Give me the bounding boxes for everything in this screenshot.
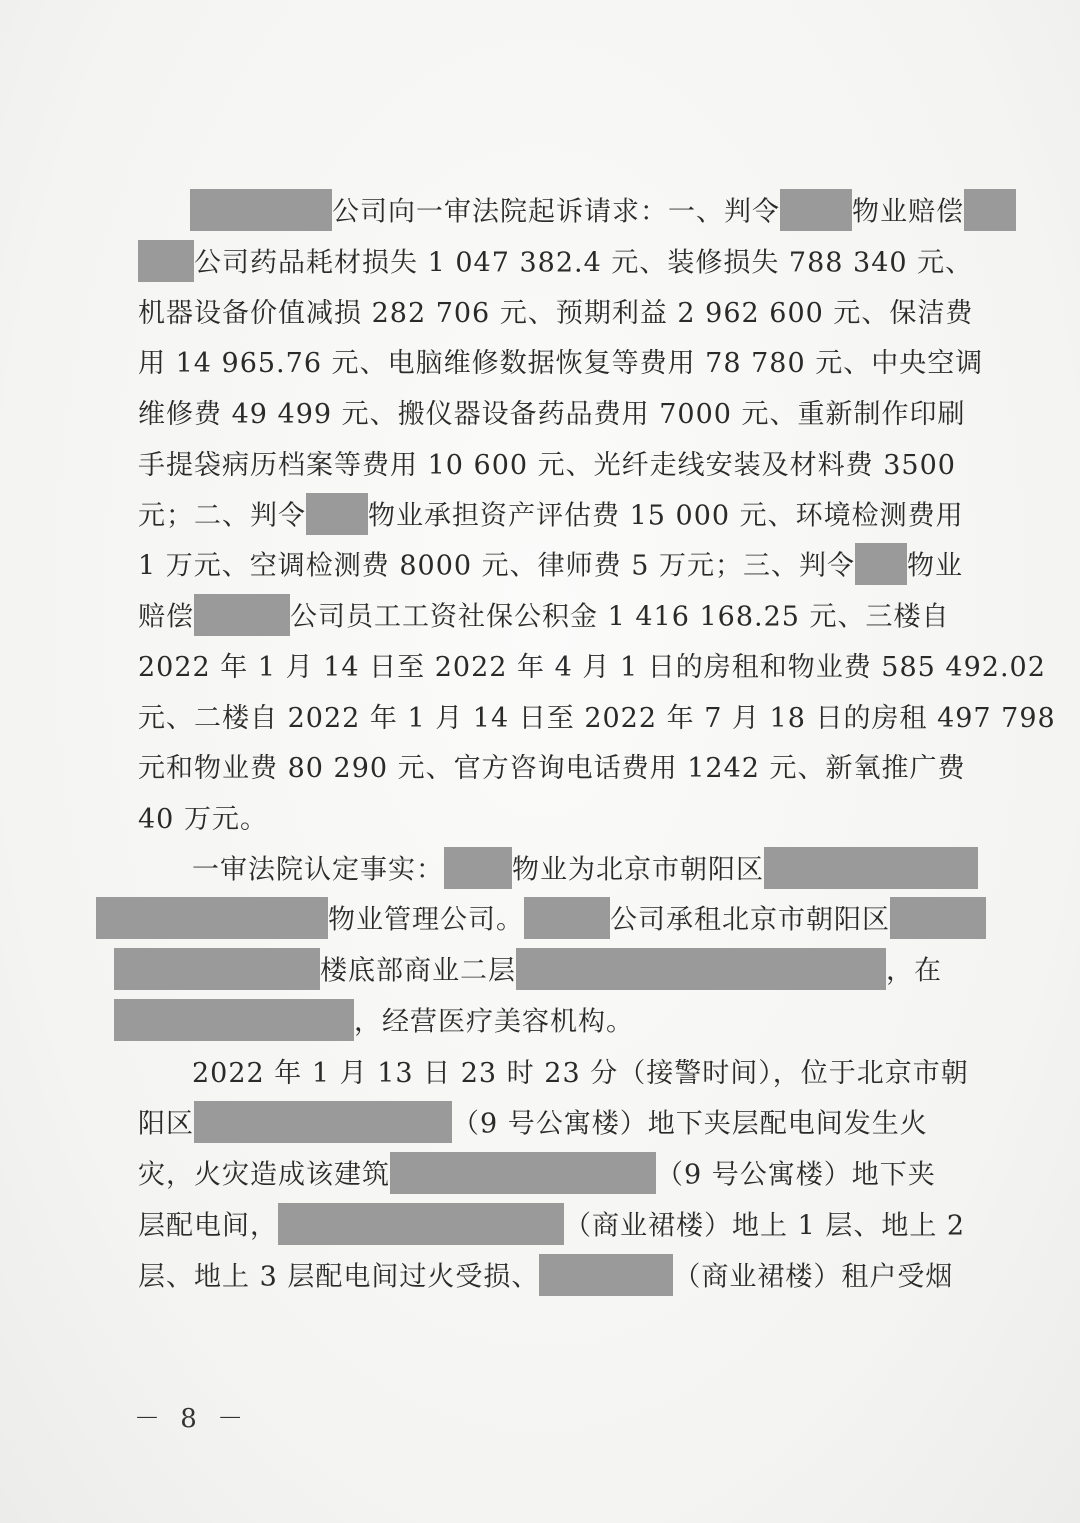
p1-line-3: 机器设备价值减损 282 706 元、预期利益 2 962 600 元、保洁费: [138, 298, 974, 329]
p1-line-10: 2022 年 1 月 14 日至 2022 年 4 月 1 日的房租和物业费 585 492.02: [138, 652, 1046, 683]
p1-line-9: 赔偿 公司员工工资社保公积金 1 416 168.25 元、三楼自: [138, 597, 950, 637]
p3-line-3: 灾，火灾造成该建筑 （9 号公寓楼）地下夹: [138, 1155, 936, 1195]
redaction: [780, 189, 852, 231]
redaction: [764, 847, 978, 889]
p1-line-12: 元和物业费 80 290 元、官方咨询电话费用 1242 元、新氧推广费: [138, 753, 966, 784]
p1-line-2: 公司药品耗材损失 1 047 382.4 元、装修损失 788 340 元、: [138, 243, 973, 283]
redaction: [390, 1152, 656, 1194]
p1-line-13: 40 万元。: [138, 804, 268, 835]
redaction: [444, 847, 512, 889]
p2-line-1: 一审法院认定事实： 物业为北京市朝阳区: [138, 850, 978, 890]
p1-line-6: 手提袋病历档案等费用 10 600 元、光纤走线安装及材料费 3500: [138, 450, 956, 481]
page-number: － 8 －: [134, 1404, 250, 1434]
p1-line-11: 元、二楼自 2022 年 1 月 14 日至 2022 年 7 月 18 日的房租 497 798: [138, 703, 1056, 734]
p3-line-5: 层、地上 3 层配电间过火受损、 （商业裙楼）租户受烟: [138, 1257, 953, 1297]
p2-line-4: ，经营医疗美容机构。: [114, 1002, 634, 1042]
p2-line-2: 物业管理公司。 公司承租北京市朝阳区: [96, 900, 986, 940]
p3-line-1: 2022 年 1 月 13 日 23 时 23 分（接警时间），位于北京市朝: [192, 1058, 969, 1089]
redaction: [114, 948, 320, 990]
redaction: [524, 897, 610, 939]
redaction: [539, 1254, 673, 1296]
redaction: [190, 189, 332, 231]
p1-line-8: 1 万元、空调检测费 8000 元、律师费 5 万元；三、判令 物业: [138, 546, 963, 586]
p1-line-7: 元；二、判令 物业承担资产评估费 15 000 元、环境检测费用: [138, 496, 964, 536]
redaction: [855, 543, 907, 585]
redaction: [194, 594, 290, 636]
p1-line-5: 维修费 49 499 元、搬仪器设备药品费用 7000 元、重新制作印刷: [138, 399, 966, 430]
p3-line-2: 阳区 （9 号公寓楼）地下夹层配电间发生火: [138, 1104, 928, 1144]
p2-line-3: 楼底部商业二层 ，在: [114, 951, 942, 991]
redaction: [890, 897, 986, 939]
redaction: [278, 1203, 564, 1245]
redaction: [138, 240, 194, 282]
redaction: [306, 493, 368, 535]
redaction: [114, 999, 354, 1041]
redaction: [964, 189, 1016, 231]
p3-line-4: 层配电间， （商业裙楼）地上 1 层、地上 2: [138, 1206, 965, 1246]
p1-line-1: 公司向一审法院起诉请求：一、判令 物业赔偿: [138, 192, 1016, 232]
p1-line-4: 用 14 965.76 元、电脑维修数据恢复等费用 78 780 元、中央空调: [138, 348, 984, 379]
redaction: [516, 948, 886, 990]
redaction: [194, 1101, 452, 1143]
redaction: [96, 897, 328, 939]
